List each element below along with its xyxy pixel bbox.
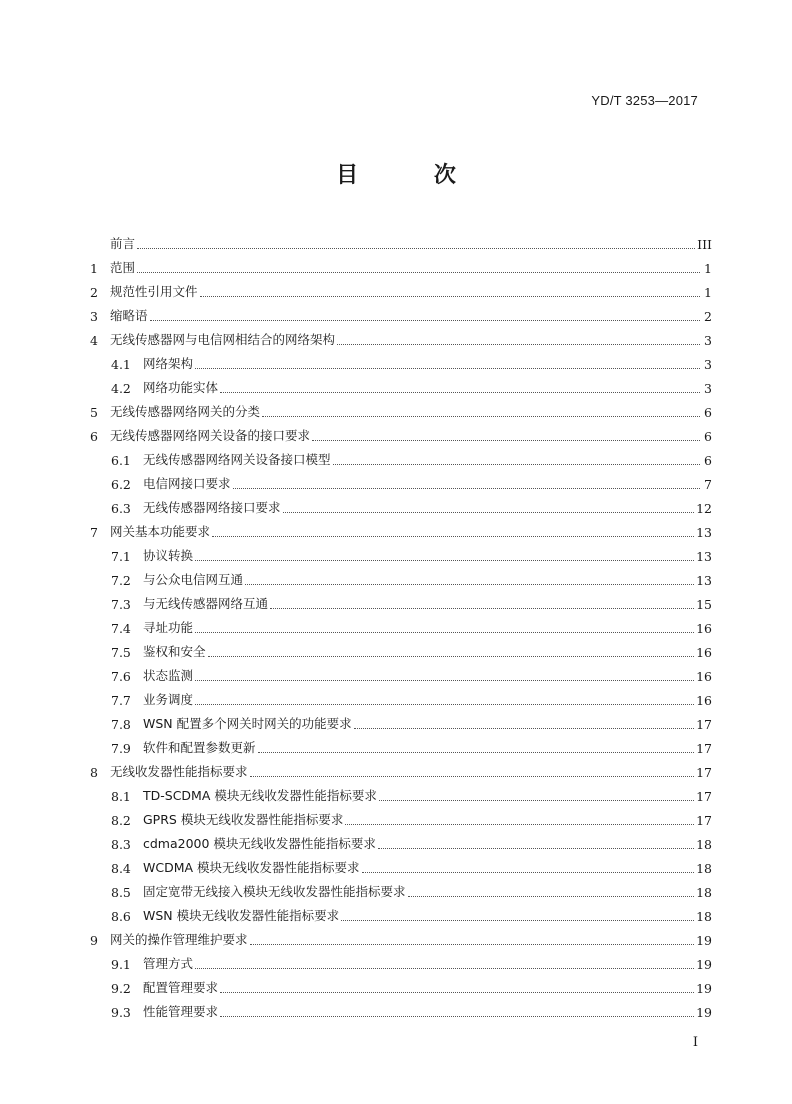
toc-entry-page: 13 [696,525,712,540]
toc-entry-title: 业务调度 [143,692,194,707]
toc-entry-title: 无线传感器网络网关设备接口模型 [143,452,331,467]
toc-leader-dots [195,559,694,561]
toc-leader-dots [362,871,695,873]
toc-entry-number: 6.2 [111,477,131,492]
toc-entry-title: TD-SCDMA 模块无线收发器性能指标要求 [143,788,377,803]
toc-entry-title: 网关的操作管理维护要求 [110,932,248,947]
toc-entry-page: 18 [696,861,712,876]
toc-entry-number: 7.7 [111,693,131,708]
toc-entry-number: 8.6 [111,909,131,924]
toc-entry-page: 18 [696,909,712,924]
toc-leader-dots [408,895,695,897]
toc-entry-number: 2 [90,285,98,300]
toc-entry[interactable] [90,276,712,300]
toc-entry[interactable] [90,852,712,876]
toc-leader-dots [262,415,700,417]
toc-entry-page: 16 [696,669,712,684]
toc-leader-dots [283,511,695,513]
toc-entry[interactable] [90,900,712,924]
toc-entry-title: 与公众电信网互通 [143,572,244,587]
toc-entry-page: 13 [696,573,712,588]
table-of-contents [90,228,712,1020]
toc-entry-title: 固定宽带无线接入模块无线收发器性能指标要求 [143,884,406,899]
toc-entry-number: 7.8 [111,717,131,732]
toc-leader-dots [195,631,694,633]
toc-entry-page: 12 [696,501,712,516]
toc-entry[interactable] [90,972,712,996]
toc-leader-dots [212,535,694,537]
toc-entry-page: 6 [704,453,712,468]
toc-entry-page: 2 [704,309,712,324]
toc-entry-title: 配置管理要求 [143,980,219,995]
toc-leader-dots [137,271,700,273]
toc-leader-dots [195,679,694,681]
toc-entry-title: 前言 [110,236,136,251]
toc-entry[interactable] [90,732,712,756]
toc-entry[interactable] [90,564,712,588]
toc-entry-page: 17 [696,765,712,780]
toc-entry[interactable] [90,876,712,900]
toc-entry-page: 17 [696,741,712,756]
toc-entry-title: cdma2000 模块无线收发器性能指标要求 [143,836,376,851]
toc-entry-page: III [697,237,712,252]
toc-entry-number: 9 [90,933,98,948]
toc-entry-page: 7 [704,477,712,492]
toc-leader-dots [250,775,695,777]
toc-entry-page: 18 [696,837,712,852]
toc-entry-number: 7.5 [111,645,131,660]
toc-leader-dots [258,751,695,753]
toc-entry[interactable] [90,708,712,732]
toc-entry[interactable] [90,516,712,540]
toc-entry-title: 状态监测 [143,668,194,683]
toc-entry-title: WSN 配置多个网关时网关的功能要求 [143,716,352,731]
toc-entry[interactable] [90,396,712,420]
toc-entry[interactable] [90,588,712,612]
toc-entry[interactable] [90,540,712,564]
toc-leader-dots [250,943,695,945]
toc-entry-page: 17 [696,789,712,804]
toc-leader-dots [208,655,695,657]
toc-entry-number: 1 [90,261,98,276]
toc-entry-page: 19 [696,981,712,996]
toc-leader-dots [220,991,694,993]
toc-entry-number: 7.3 [111,597,131,612]
toc-entry[interactable] [90,444,712,468]
toc-entry-number: 7.9 [111,741,131,756]
toc-entry[interactable] [90,324,712,348]
page-title: 目 次 [336,163,490,188]
toc-entry-page: 13 [696,549,712,564]
toc-entry-number: 9.2 [111,981,131,996]
toc-entry-title: 无线传感器网络网关的分类 [110,404,261,419]
toc-entry-page: 17 [696,717,712,732]
toc-entry-page: 1 [704,285,712,300]
toc-entry-title: 无线传感器网络接口要求 [143,500,281,515]
toc-entry-page: 6 [704,405,712,420]
toc-entry-number: 6.3 [111,501,131,516]
toc-entry-number: 8.2 [111,813,131,828]
toc-leader-dots [233,487,700,489]
toc-entry-page: 16 [696,621,712,636]
toc-entry-number: 3 [90,309,98,324]
toc-leader-dots [220,391,700,393]
toc-entry[interactable] [90,420,712,444]
toc-entry-number: 4.2 [111,381,131,396]
toc-entry[interactable] [90,804,712,828]
standard-code: YD/T 3253—2017 [591,93,698,108]
toc-entry-page: 3 [704,357,712,372]
toc-leader-dots [337,343,700,345]
toc-entry-title: 协议转换 [143,548,194,563]
toc-entry-number: 4 [90,333,98,348]
toc-entry-number: 8 [90,765,98,780]
toc-entry-number: 8.5 [111,885,131,900]
toc-entry[interactable] [90,492,712,516]
toc-entry-title: 网络功能实体 [143,380,219,395]
toc-entry[interactable] [90,372,712,396]
toc-entry-title: 无线传感器网络网关设备的接口要求 [110,428,311,443]
toc-entry-number: 6 [90,429,98,444]
toc-entry-title: 与无线传感器网络互通 [143,596,269,611]
toc-entry-number: 9.3 [111,1005,131,1020]
toc-leader-dots [195,967,694,969]
toc-entry-title: 网络架构 [143,356,194,371]
toc-entry[interactable] [90,660,712,684]
toc-entry-page: 17 [696,813,712,828]
toc-entry[interactable] [90,252,712,276]
toc-entry[interactable] [90,780,712,804]
toc-leader-dots [200,295,700,297]
toc-entry-title: WSN 模块无线收发器性能指标要求 [143,908,340,923]
toc-entry[interactable] [90,612,712,636]
toc-entry-title: 寻址功能 [143,620,194,635]
toc-entry-page: 1 [704,261,712,276]
toc-entry-title: 规范性引用文件 [110,284,198,299]
toc-leader-dots [354,727,694,729]
toc-entry-title: GPRS 模块无线收发器性能指标要求 [143,812,344,827]
toc-entry-page: 15 [696,597,712,612]
toc-entry[interactable] [90,468,712,492]
toc-entry[interactable] [90,348,712,372]
toc-entry[interactable] [90,948,712,972]
toc-entry-page: 3 [704,333,712,348]
toc-entry-number: 4.1 [111,357,131,372]
toc-entry-number: 7.4 [111,621,131,636]
toc-leader-dots [378,847,694,849]
toc-entry-page: 18 [696,885,712,900]
toc-entry-page: 19 [696,957,712,972]
page-number: I [692,1035,698,1050]
toc-entry-page: 19 [696,933,712,948]
toc-entry[interactable] [90,636,712,660]
toc-leader-dots [150,319,700,321]
toc-entry[interactable] [90,996,712,1020]
toc-entry-number: 6.1 [111,453,131,468]
toc-leader-dots [245,583,694,585]
toc-leader-dots [333,463,700,465]
toc-entry[interactable] [90,924,712,948]
toc-entry-number: 8.4 [111,861,131,876]
toc-entry-title: 无线传感器网与电信网相结合的网络架构 [110,332,336,347]
toc-entry-number: 7.6 [111,669,131,684]
toc-leader-dots [341,919,694,921]
toc-entry-title: 鉴权和安全 [143,644,206,659]
toc-entry-title: 电信网接口要求 [143,476,231,491]
toc-entry-number: 7 [90,525,98,540]
toc-entry-title: 网关基本功能要求 [110,524,211,539]
toc-entry[interactable] [90,828,712,852]
toc-entry[interactable] [90,228,712,252]
toc-entry-title: 软件和配置参数更新 [143,740,256,755]
toc-entry-number: 8.3 [111,837,131,852]
toc-leader-dots [345,823,694,825]
toc-leader-dots [312,439,700,441]
toc-leader-dots [270,607,694,609]
toc-entry-number: 7.2 [111,573,131,588]
toc-entry-title: 缩略语 [110,308,148,323]
toc-entry-number: 5 [90,405,98,420]
toc-entry-page: 19 [696,1005,712,1020]
toc-entry-title: 性能管理要求 [143,1004,219,1019]
toc-entry[interactable] [90,756,712,780]
toc-leader-dots [379,799,694,801]
toc-leader-dots [137,247,695,249]
toc-entry-number: 9.1 [111,957,131,972]
toc-entry-title: 范围 [110,260,136,275]
toc-entry-page: 3 [704,381,712,396]
toc-leader-dots [195,703,694,705]
toc-entry[interactable] [90,684,712,708]
toc-entry-title: 无线收发器性能指标要求 [110,764,248,779]
toc-leader-dots [220,1015,694,1017]
toc-entry-title: WCDMA 模块无线收发器性能指标要求 [143,860,360,875]
toc-leader-dots [195,367,700,369]
toc-entry-number: 7.1 [111,549,131,564]
toc-entry-page: 16 [696,645,712,660]
toc-entry-title: 管理方式 [143,956,194,971]
toc-entry-page: 16 [696,693,712,708]
toc-entry-page: 6 [704,429,712,444]
toc-entry-number: 8.1 [111,789,131,804]
toc-entry[interactable] [90,300,712,324]
